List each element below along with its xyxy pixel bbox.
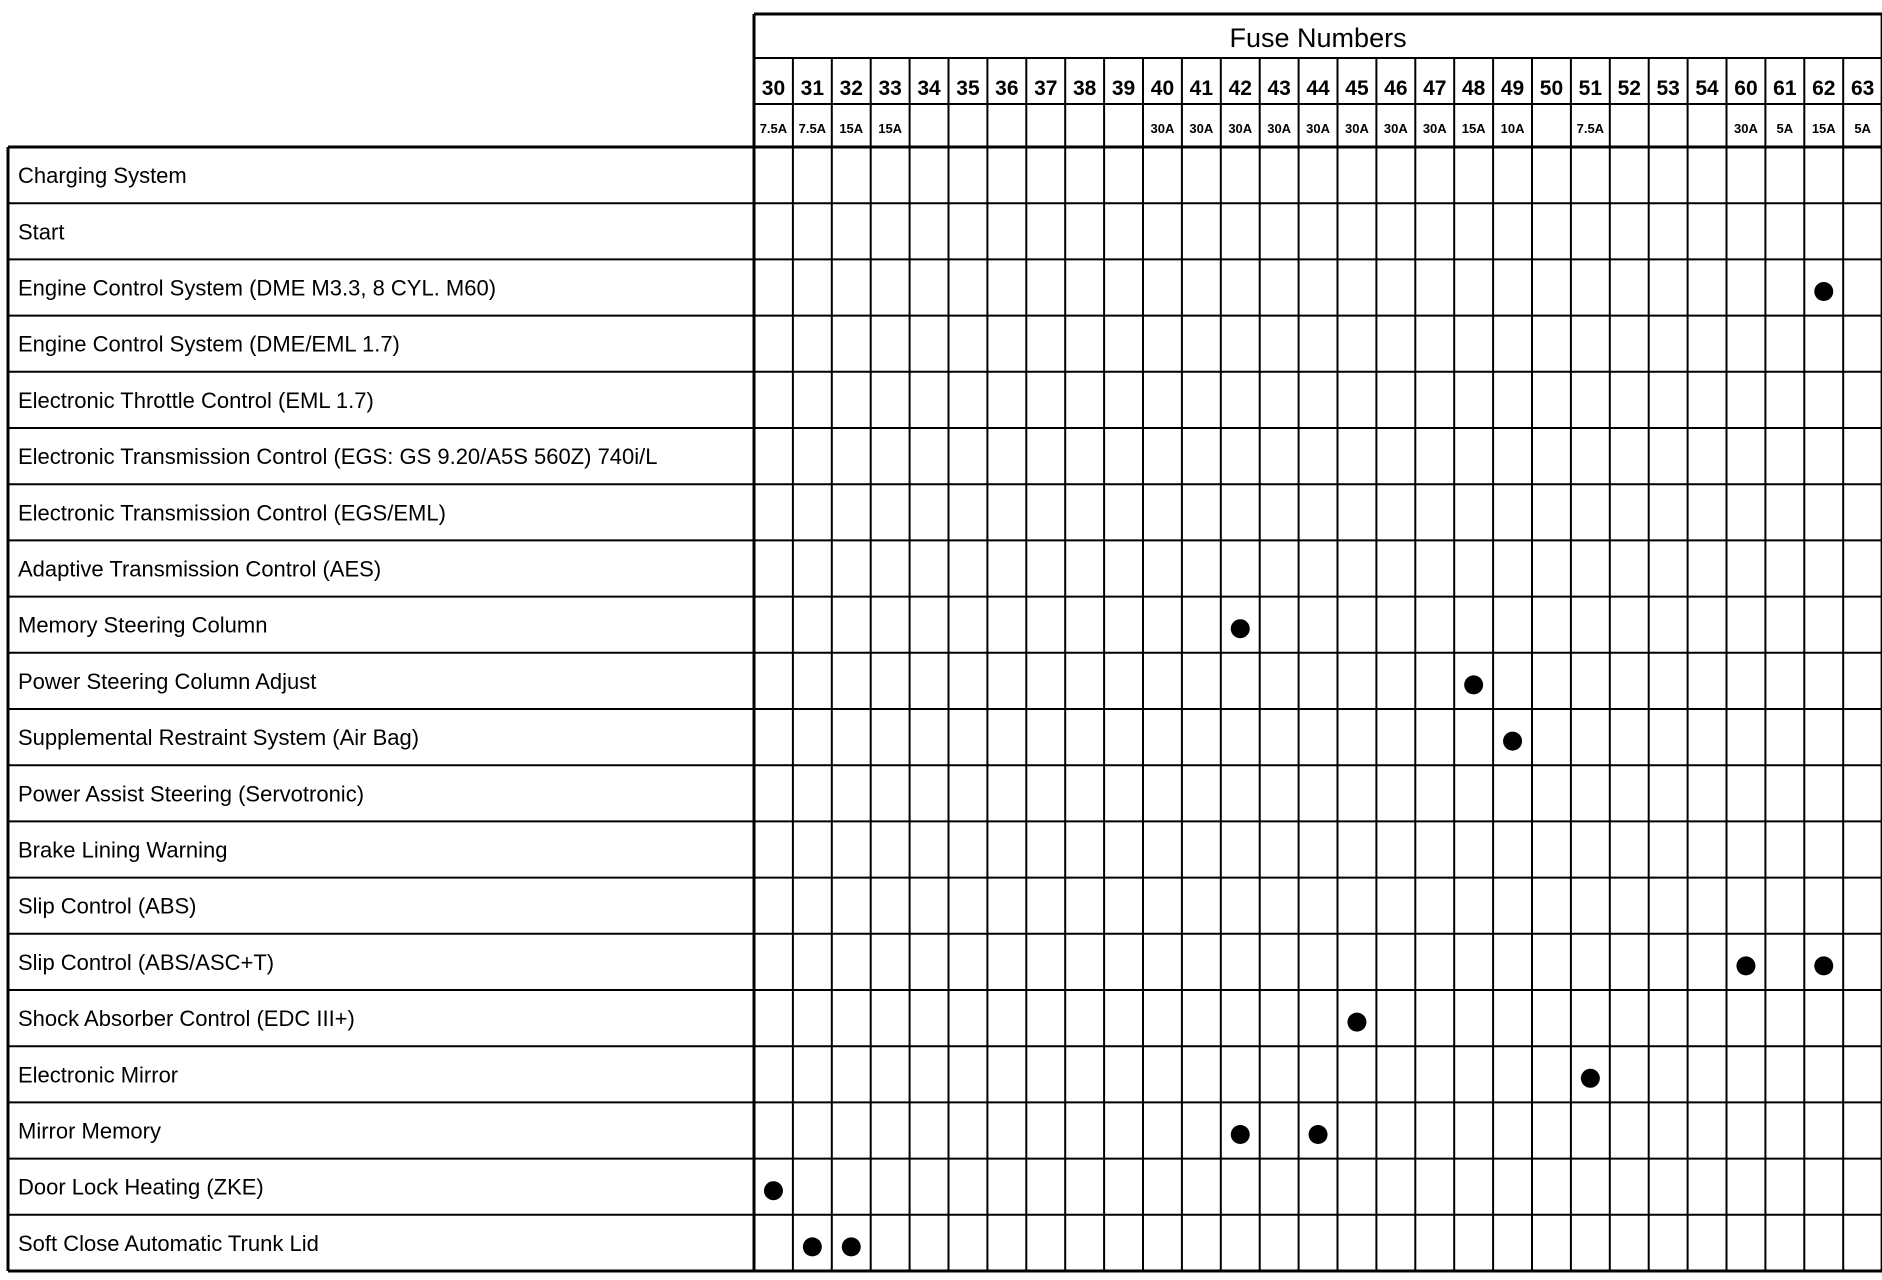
fuse-number-32: 32 bbox=[839, 77, 863, 100]
system-label: Door Lock Heating (ZKE) bbox=[18, 1174, 264, 1200]
fuse-header-row bbox=[760, 77, 1875, 136]
fuse-rating-61: 5A bbox=[1776, 121, 1794, 136]
system-label: Engine Control System (DME/EML 1.7) bbox=[18, 331, 400, 357]
system-label: Electronic Transmission Control (EGS: GS 9.20/A5S 560Z) 740i/L bbox=[18, 444, 658, 470]
chart-grid bbox=[8, 14, 1882, 1271]
system-label: Electronic Mirror bbox=[18, 1062, 179, 1088]
fuse-number-60: 60 bbox=[1734, 77, 1758, 100]
fuse-number-37: 37 bbox=[1034, 77, 1058, 100]
fuse-rating-31: 7.5A bbox=[798, 121, 827, 136]
fuse-dot-60 bbox=[1736, 956, 1755, 975]
fuse-rating-42: 30A bbox=[1228, 121, 1253, 136]
system-label: Adaptive Transmission Control (AES) bbox=[18, 556, 382, 582]
fuse-rating-40: 30A bbox=[1150, 121, 1175, 136]
fuse-number-41: 41 bbox=[1189, 77, 1214, 100]
system-label: Mirror Memory bbox=[18, 1118, 161, 1144]
fuse-number-34: 34 bbox=[917, 77, 941, 100]
system-label: Slip Control (ABS/ASC+T) bbox=[18, 949, 275, 975]
fuse-number-31: 31 bbox=[800, 77, 825, 100]
system-label: Power Steering Column Adjust bbox=[18, 668, 317, 694]
fuse-number-53: 53 bbox=[1656, 77, 1680, 100]
system-label: Electronic Transmission Control (EGS/EML) bbox=[18, 500, 446, 526]
fuse-number-35: 35 bbox=[956, 77, 980, 100]
fuse-number-36: 36 bbox=[995, 77, 1019, 100]
fuse-rating-46: 30A bbox=[1383, 121, 1408, 136]
fuse-number-42: 42 bbox=[1228, 77, 1252, 100]
fuse-number-63: 63 bbox=[1850, 77, 1875, 100]
system-label: Charging System bbox=[18, 163, 187, 189]
fuse-dot-32 bbox=[842, 1237, 861, 1256]
fuse-rating-30: 7.5A bbox=[759, 121, 788, 136]
fuse-rating-41: 30A bbox=[1189, 121, 1214, 136]
fuse-rating-60: 30A bbox=[1734, 121, 1758, 136]
system-label: Shock Absorber Control (EDC III+) bbox=[18, 1006, 355, 1032]
fuse-rating-44: 30A bbox=[1306, 121, 1330, 136]
fuse-number-48: 48 bbox=[1461, 77, 1486, 100]
system-label: Supplemental Restraint System (Air Bag) bbox=[18, 725, 420, 751]
fuse-dot-30 bbox=[764, 1181, 783, 1200]
fuse-number-39: 39 bbox=[1111, 77, 1136, 100]
fuse-rating-45: 30A bbox=[1345, 121, 1369, 136]
chart-title: Fuse Numbers bbox=[1229, 23, 1407, 53]
fuse-dot-44 bbox=[1309, 1125, 1328, 1144]
system-label: Memory Steering Column bbox=[18, 612, 268, 638]
fuse-dot-31 bbox=[803, 1237, 822, 1256]
fuse-rating-51: 7.5A bbox=[1576, 121, 1605, 136]
fuse-dot-49 bbox=[1503, 732, 1522, 751]
fuse-number-38: 38 bbox=[1072, 77, 1097, 100]
fuse-number-54: 54 bbox=[1695, 77, 1719, 100]
fuse-number-46: 46 bbox=[1384, 77, 1408, 100]
fuse-number-40: 40 bbox=[1150, 77, 1175, 100]
fuse-number-47: 47 bbox=[1423, 77, 1447, 100]
system-label: Slip Control (ABS) bbox=[18, 893, 197, 919]
fuse-number-49: 49 bbox=[1500, 77, 1525, 100]
system-label: Electronic Throttle Control (EML 1.7) bbox=[18, 387, 374, 413]
fuse-number-43: 43 bbox=[1267, 77, 1291, 100]
system-label: Engine Control System (DME M3.3, 8 CYL. M60) bbox=[18, 275, 497, 301]
system-label: Power Assist Steering (Servotronic) bbox=[18, 781, 365, 807]
fuse-dot-62 bbox=[1814, 282, 1833, 301]
fuse-number-44: 44 bbox=[1306, 77, 1330, 100]
fuse-rating-47: 30A bbox=[1422, 121, 1447, 136]
fuse-rating-63: 5A bbox=[1854, 121, 1871, 136]
fuse-number-50: 50 bbox=[1539, 77, 1564, 100]
system-label: Start bbox=[18, 219, 65, 245]
fuse-rating-49: 10A bbox=[1500, 121, 1525, 136]
fuse-rating-62: 15A bbox=[1811, 121, 1836, 136]
fuse-dot-51 bbox=[1581, 1069, 1600, 1088]
fuse-dot-62 bbox=[1814, 956, 1833, 975]
system-label: Brake Lining Warning bbox=[18, 837, 228, 863]
fuse-dot-48 bbox=[1464, 675, 1483, 694]
fuse-rating-32: 15A bbox=[839, 121, 864, 136]
fuse-dot-42 bbox=[1231, 619, 1250, 638]
fuse-number-62: 62 bbox=[1812, 77, 1836, 100]
fuse-rating-48: 15A bbox=[1461, 121, 1486, 136]
fuse-dot-45 bbox=[1347, 1013, 1366, 1032]
fuse-dot-42 bbox=[1231, 1125, 1250, 1144]
fuse-number-51: 51 bbox=[1578, 77, 1603, 100]
system-label: Soft Close Automatic Trunk Lid bbox=[18, 1230, 319, 1256]
fuse-number-45: 45 bbox=[1345, 77, 1369, 100]
fuse-number-61: 61 bbox=[1773, 77, 1797, 100]
fuse-number-30: 30 bbox=[761, 77, 786, 100]
fuse-rating-33: 15A bbox=[878, 121, 903, 136]
fuse-number-33: 33 bbox=[878, 77, 902, 100]
fuse-rating-43: 30A bbox=[1267, 121, 1292, 136]
fuse-number-52: 52 bbox=[1617, 77, 1641, 100]
